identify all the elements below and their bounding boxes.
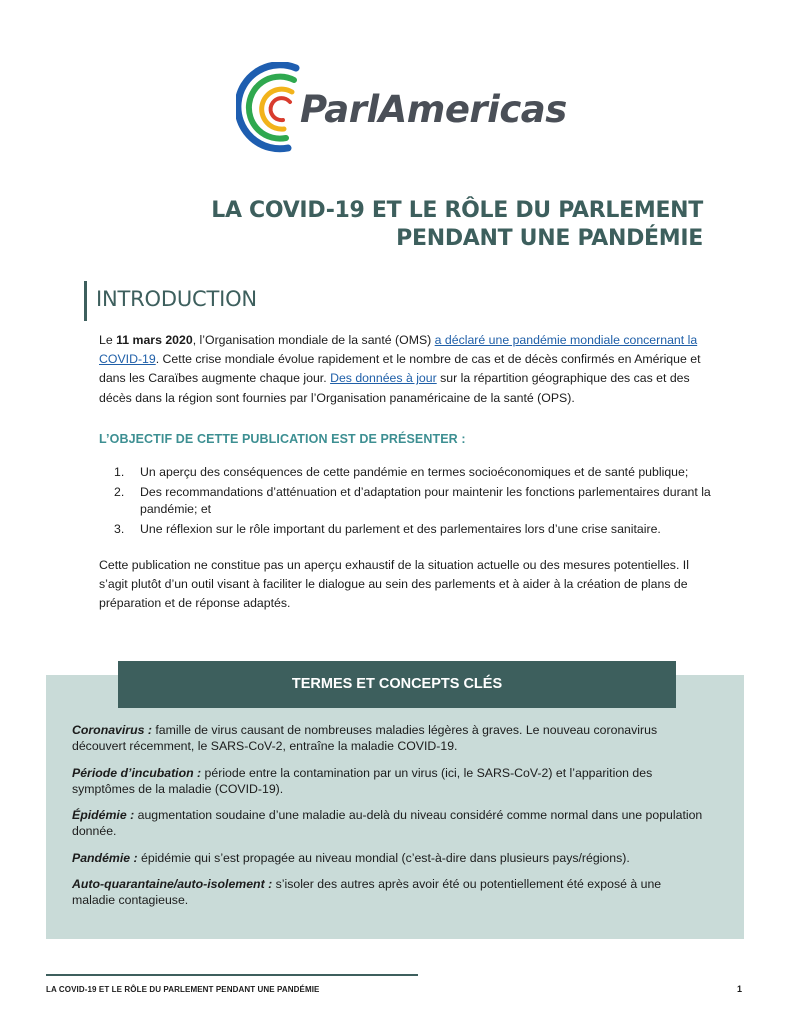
title-line-1: LA COVID-19 ET LE RÔLE DU PARLEMENT [211, 198, 703, 223]
term-definition: augmentation soudaine d’une maladie au-delà du niveau considéré comme normal dans une population donnée. [72, 808, 703, 838]
objective-text: Une réflexion sur le rôle important du parlement et des parlementaires lors d’une crise sanitaire. [140, 521, 661, 536]
intro-heading: INTRODUCTION [96, 287, 257, 311]
objective-item [99, 464, 739, 482]
objective-heading: L’OBJECTIF DE CETTE PUBLICATION EST DE PRÉSENTER : [99, 432, 466, 446]
intro-text-prefix: Le [99, 333, 117, 347]
objective-text: Un aperçu des conséquences de cette pandémie en termes socioéconomiques et de santé publique; [140, 465, 689, 479]
term-definition: s’isoler des autres après avoir été ou potentiellement été exposé à une maladie contagieuse. [72, 877, 662, 907]
intro-text-1: , l’Organisation mondiale de la santé (OMS) [192, 333, 435, 347]
objective-number: 3. [114, 521, 125, 536]
objective-text: Des recommandations d’atténuation et d’adaptation pour maintenir les fonctions parlementaires durant la pandémie; et [140, 484, 711, 516]
term-epidemie [72, 807, 706, 839]
term-pandemie [72, 850, 706, 866]
parlamericas-logo [236, 62, 566, 154]
objective-list [99, 464, 739, 540]
term-label: Épidémie : [72, 808, 135, 822]
key-terms-heading: TERMES ET CONCEPTS CLÉS [118, 661, 676, 708]
term-definition: épidémie qui s’est propagée au niveau mondial (c’est-à-dire dans plusieurs pays/régions). [137, 851, 630, 865]
objective-item [99, 484, 739, 519]
term-label: Auto-quarantaine/auto-isolement : [72, 877, 273, 891]
term-incubation [72, 765, 706, 797]
term-definition: famille de virus causant de nombreuses maladies légères à graves. Le nouveau coronavirus découvert récemment, le SARS-CoV-2, entraîne la maladie COVID-19. [72, 723, 658, 753]
logo-swoosh-icon [236, 62, 306, 154]
objective-item [99, 521, 739, 539]
intro-text-2: . Cette crise mondiale évolue rapidement et le nombre de cas et de décès confirmés en Amérique et dans les Caraïbes augmente chaque jour. [99, 352, 701, 386]
intro-accent-bar [84, 281, 87, 321]
page-number: 1 [737, 984, 743, 994]
footer-title: LA COVID-19 ET LE RÔLE DU PARLEMENT PENDANT UNE PANDÉMIE [46, 985, 320, 994]
term-label: Période d’incubation : [72, 766, 202, 780]
logo-text: ParlAmericas [300, 88, 567, 131]
intro-paragraph [99, 331, 717, 408]
objective-number: 1. [114, 465, 125, 479]
up-to-date-data-link[interactable]: Des données à jour [330, 371, 437, 386]
closing-paragraph: Cette publication ne constitue pas un aperçu exhaustif de la situation actuelle ou des mesures potentielles. Il s’agit plutôt d’un outil visant à faciliter le dialogue au sein des parlements et à aider à la création de plans de préparation et de réponse adaptés. [99, 558, 689, 611]
term-label: Coronavirus : [72, 723, 152, 737]
term-definition: période entre la contamination par un virus (ici, le SARS-CoV-2) et l’apparition des symptômes de la maladie (COVID-19). [72, 766, 653, 796]
term-coronavirus [72, 722, 706, 754]
term-label: Pandémie : [72, 851, 138, 865]
footer-rule [46, 974, 418, 976]
pandemic-declaration-link[interactable]: a déclaré une pandémie mondiale concernant la COVID-19 [99, 333, 698, 367]
intro-date: 11 mars 2020 [116, 333, 193, 347]
title-line-2: PENDANT UNE PANDÉMIE [396, 226, 703, 251]
document-title [211, 197, 703, 253]
intro-text-3: sur la répartition géographique des cas et des décès dans la région sont fournies par l’Organisation panaméricaine de la santé (OPS). [99, 371, 690, 405]
objective-number: 2. [114, 484, 125, 499]
term-auto-quarantaine [72, 876, 706, 908]
